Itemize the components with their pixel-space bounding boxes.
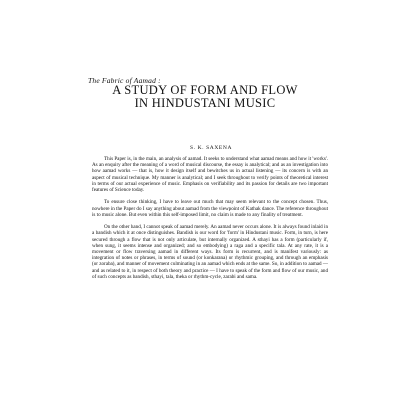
paragraph: On the other hand, I cannot speak of aamad merely. An aamad never occurs alone. It is always found inlaid in a bandish which it at once distinguishes. Bandish is our word for 'form' in Hindustani music. Form, in turn, is here secured through a flow that is not only articulate, but internally organized. A sthayi has a form (particularly if, when sung, it seems intense and organized; and so embodying) a raga and a specific tala. At any rate, it is a movement or flow traversing aamad in different ways. Its form is recurrent, and is manifest variously: as integration of notes or phrases, in terms of sound (or konkarana) or rhythmic grouping, and through an emphasis (or zoraba), and manner of movement culminating in an aamad which ends at the same. So, in addition to aamad — and as related to it, in respect of both theory and practice — I have to speak of the form and flow of our music, and of such concepts as bandish, sthayi, tala, theka or rhythm-cycle, zarabi and sama.	[92, 224, 328, 280]
paper-title	[60, 84, 350, 110]
paragraph: This Paper is, in the main, an analysis of aamad. It seeks to understand what aamad means and how it 'works'. As an enquiry after the meaning of a word of musical discourse, the essay is analytical; and as an investigation into how aamad works — that is, how it design itself and bewitches us in actual listening — its concern is with an aspect of musical technique. My manner is analytical; and I seek throughout to verify points of theoretical interest in terms of our actual experience of music. Emphasis on verifiability and its passion for details are two important features of Science today.	[92, 156, 328, 194]
title-line: IN HINDUSTANI MUSIC	[134, 96, 276, 110]
body-text	[92, 156, 328, 286]
title-line: A STUDY OF FORM AND FLOW	[112, 83, 298, 97]
paragraph: To ensure close thinking, I have to leave out much that may seem relevant to the concept chosen. Thus, nowhere in the Paper do I say anything about aamad from the viewpoint of Kathak dance. The reference throughout is to music alone. But even within this self-imposed limit, no claim is made to any finality of treatment.	[92, 199, 328, 218]
running-label: The Fabric of Aamad :	[88, 76, 161, 85]
author-name: S. K. SAXENA	[190, 145, 233, 151]
